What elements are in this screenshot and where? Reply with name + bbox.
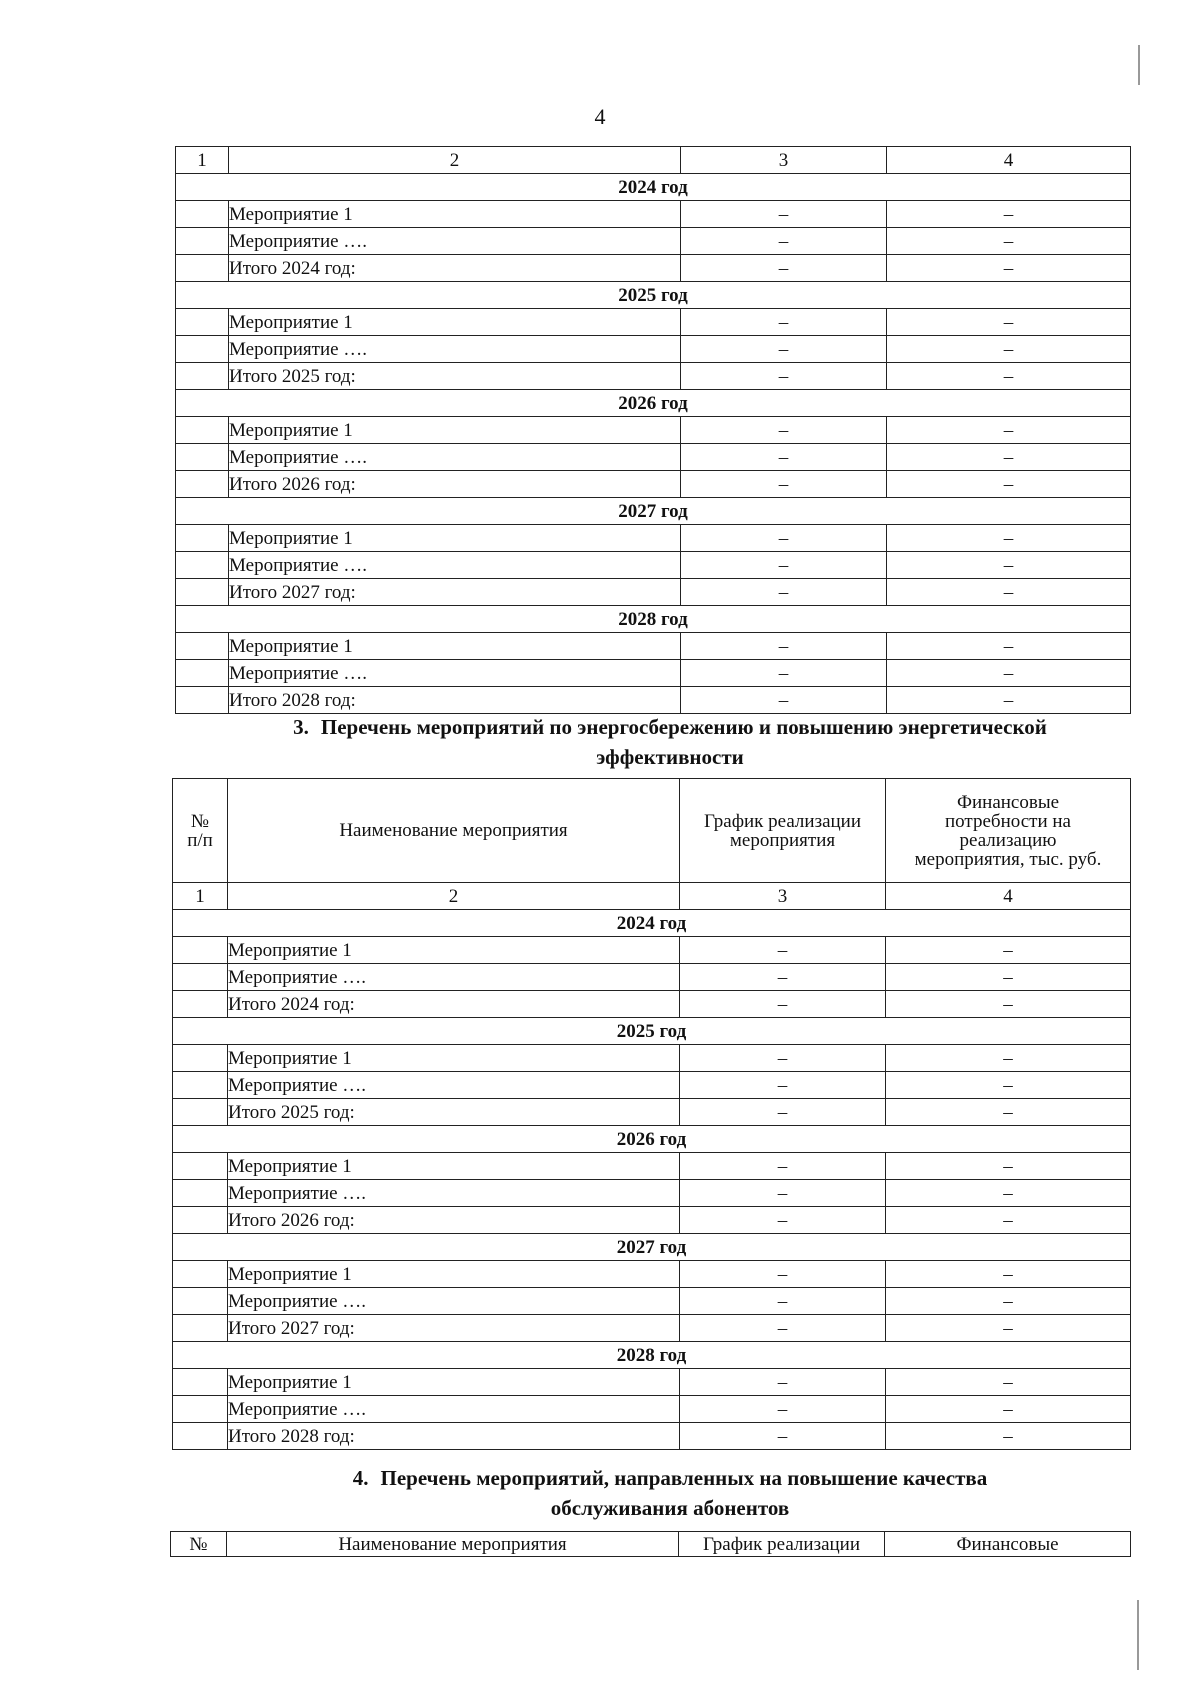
row-number-cell	[176, 579, 229, 606]
event-name: Мероприятие ….	[229, 660, 681, 687]
table-row	[173, 1045, 1131, 1072]
event-name: Мероприятие ….	[229, 552, 681, 579]
event-name: Мероприятие ….	[228, 964, 680, 991]
total-label: Итого 2028 год:	[228, 1423, 680, 1450]
table-row	[176, 228, 1131, 255]
total-row	[176, 579, 1131, 606]
column-number: 1	[173, 883, 228, 910]
total-row	[173, 1207, 1131, 1234]
total-label: Итого 2025 год:	[228, 1099, 680, 1126]
row-number-cell	[173, 1153, 228, 1180]
total-row	[176, 687, 1131, 714]
finance-value: –	[887, 363, 1131, 390]
schedule-value: –	[681, 417, 887, 444]
row-number-cell	[176, 417, 229, 444]
year-label: 2028 год	[173, 1342, 1131, 1369]
row-number-cell	[176, 336, 229, 363]
year-label: 2025 год	[176, 282, 1131, 309]
finance-value: –	[887, 228, 1131, 255]
scan-edge-mark	[1137, 1600, 1139, 1670]
year-row	[176, 282, 1131, 309]
total-row	[173, 1099, 1131, 1126]
table-row	[176, 660, 1131, 687]
row-number-cell	[173, 1180, 228, 1207]
table-row	[176, 336, 1131, 363]
column-number: 4	[886, 883, 1131, 910]
column-number: 2	[229, 147, 681, 174]
column-number: 3	[681, 147, 887, 174]
finance-value: –	[886, 964, 1131, 991]
schedule-value: –	[680, 1369, 886, 1396]
table3-header-schedule: График реализации	[679, 1532, 885, 1557]
finance-value: –	[886, 1099, 1131, 1126]
schedule-value: –	[680, 937, 886, 964]
total-row	[176, 471, 1131, 498]
schedule-value: –	[681, 444, 887, 471]
year-label: 2027 год	[176, 498, 1131, 525]
table-row	[173, 1153, 1131, 1180]
year-label: 2024 год	[173, 910, 1131, 937]
total-row	[173, 991, 1131, 1018]
event-name: Мероприятие ….	[228, 1396, 680, 1423]
table-row	[173, 964, 1131, 991]
event-name: Мероприятие ….	[228, 1180, 680, 1207]
row-number-cell	[173, 1369, 228, 1396]
row-number-cell	[173, 937, 228, 964]
schedule-value: –	[680, 1153, 886, 1180]
table-row	[176, 525, 1131, 552]
year-row	[173, 910, 1131, 937]
table-row	[176, 444, 1131, 471]
year-row	[176, 174, 1131, 201]
header-schedule: График реализации мероприятия	[680, 779, 886, 883]
events-table-continued	[175, 146, 1131, 714]
table3-header-number: №	[171, 1532, 227, 1557]
finance-value: –	[887, 471, 1131, 498]
finance-value: –	[886, 1072, 1131, 1099]
schedule-value: –	[680, 964, 886, 991]
row-number-cell	[173, 1072, 228, 1099]
schedule-value: –	[680, 991, 886, 1018]
total-row	[173, 1423, 1131, 1450]
year-label: 2026 год	[176, 390, 1131, 417]
finance-value: –	[887, 552, 1131, 579]
row-number-cell	[173, 1288, 228, 1315]
total-label: Итого 2027 год:	[228, 1315, 680, 1342]
section-3-heading	[170, 712, 1170, 772]
year-row	[176, 390, 1131, 417]
event-name: Мероприятие ….	[229, 336, 681, 363]
event-name: Мероприятие 1	[228, 1261, 680, 1288]
total-row	[176, 363, 1131, 390]
table-row	[173, 1288, 1131, 1315]
year-row	[173, 1234, 1131, 1261]
event-name: Мероприятие 1	[229, 417, 681, 444]
finance-value: –	[887, 444, 1131, 471]
event-name: Мероприятие 1	[229, 309, 681, 336]
total-label: Итого 2028 год:	[229, 687, 681, 714]
row-number-cell	[173, 1207, 228, 1234]
total-label: Итого 2024 год:	[229, 255, 681, 282]
table-row	[176, 201, 1131, 228]
event-name: Мероприятие 1	[228, 1045, 680, 1072]
row-number-cell	[173, 1423, 228, 1450]
schedule-value: –	[680, 1261, 886, 1288]
section-4-number: 4.	[352, 1466, 369, 1490]
event-name: Мероприятие ….	[228, 1288, 680, 1315]
schedule-value: –	[680, 1072, 886, 1099]
total-label: Итого 2026 год:	[228, 1207, 680, 1234]
table3-header-finance: Финансовые	[885, 1532, 1131, 1557]
row-number-cell	[173, 1045, 228, 1072]
total-row	[173, 1315, 1131, 1342]
event-name: Мероприятие 1	[229, 525, 681, 552]
table-row	[176, 417, 1131, 444]
schedule-value: –	[681, 552, 887, 579]
row-number-cell	[176, 552, 229, 579]
event-name: Мероприятие ….	[228, 1072, 680, 1099]
year-row	[173, 1342, 1131, 1369]
table-row	[176, 552, 1131, 579]
row-number-cell	[176, 633, 229, 660]
table-row	[176, 309, 1131, 336]
schedule-value: –	[681, 363, 887, 390]
schedule-value: –	[681, 687, 887, 714]
table-row	[173, 1396, 1131, 1423]
schedule-value: –	[681, 633, 887, 660]
table-row	[176, 633, 1131, 660]
row-number-cell	[176, 687, 229, 714]
year-label: 2026 год	[173, 1126, 1131, 1153]
finance-value: –	[887, 687, 1131, 714]
total-label: Итого 2025 год:	[229, 363, 681, 390]
finance-value: –	[886, 1423, 1131, 1450]
event-name: Мероприятие 1	[228, 1369, 680, 1396]
finance-value: –	[887, 309, 1131, 336]
finance-value: –	[886, 1396, 1131, 1423]
row-number-cell	[173, 1396, 228, 1423]
section-4-heading	[170, 1463, 1170, 1523]
schedule-value: –	[681, 309, 887, 336]
finance-value: –	[886, 1369, 1131, 1396]
schedule-value: –	[680, 1099, 886, 1126]
table-row	[173, 1180, 1131, 1207]
row-number-cell	[176, 525, 229, 552]
year-label: 2025 год	[173, 1018, 1131, 1045]
schedule-value: –	[680, 1207, 886, 1234]
column-number: 1	[176, 147, 229, 174]
finance-value: –	[886, 1288, 1131, 1315]
event-name: Мероприятие ….	[229, 444, 681, 471]
row-number-cell	[176, 471, 229, 498]
total-label: Итого 2024 год:	[228, 991, 680, 1018]
finance-value: –	[887, 255, 1131, 282]
year-row	[173, 1126, 1131, 1153]
row-number-cell	[173, 1261, 228, 1288]
table-row	[173, 1261, 1131, 1288]
column-number: 2	[228, 883, 680, 910]
header-number: № п/п	[173, 779, 228, 883]
schedule-value: –	[680, 1045, 886, 1072]
scan-edge-mark	[1138, 45, 1140, 85]
finance-value: –	[886, 1153, 1131, 1180]
event-name: Мероприятие ….	[229, 228, 681, 255]
row-number-cell	[176, 201, 229, 228]
row-number-cell	[176, 363, 229, 390]
schedule-value: –	[681, 201, 887, 228]
schedule-value: –	[681, 336, 887, 363]
finance-value: –	[887, 579, 1131, 606]
service-quality-events-table	[170, 1531, 1131, 1557]
row-number-cell	[176, 255, 229, 282]
row-number-cell	[173, 1315, 228, 1342]
finance-value: –	[887, 525, 1131, 552]
row-number-cell	[176, 309, 229, 336]
schedule-value: –	[680, 1315, 886, 1342]
row-number-cell	[173, 1099, 228, 1126]
section-3-title-line1: Перечень мероприятий по энергосбережению и повышению энергетической	[320, 715, 1047, 739]
row-number-cell	[173, 964, 228, 991]
event-name: Мероприятие 1	[229, 201, 681, 228]
column-number: 4	[887, 147, 1131, 174]
year-row	[176, 606, 1131, 633]
schedule-value: –	[681, 660, 887, 687]
header-name: Наименование мероприятия	[228, 779, 680, 883]
year-row	[173, 1018, 1131, 1045]
total-label: Итого 2027 год:	[229, 579, 681, 606]
event-name: Мероприятие 1	[228, 1153, 680, 1180]
finance-value: –	[887, 417, 1131, 444]
schedule-value: –	[681, 579, 887, 606]
table2-header-row	[173, 779, 1131, 883]
schedule-value: –	[680, 1288, 886, 1315]
finance-value: –	[887, 660, 1131, 687]
section-4-title-line2: обслуживания абонентов	[550, 1496, 790, 1520]
schedule-value: –	[680, 1180, 886, 1207]
table-row	[173, 1072, 1131, 1099]
row-number-cell	[176, 228, 229, 255]
energy-saving-events-table	[172, 778, 1131, 1450]
finance-value: –	[887, 201, 1131, 228]
event-name: Мероприятие 1	[229, 633, 681, 660]
section-3-number: 3.	[293, 715, 309, 739]
table-row	[173, 1369, 1131, 1396]
column-number-row	[176, 147, 1131, 174]
column-number-row	[173, 883, 1131, 910]
schedule-value: –	[680, 1396, 886, 1423]
header-finance: Финансовые потребности на реализацию мероприятия, тыс. руб.	[886, 779, 1131, 883]
finance-value: –	[886, 991, 1131, 1018]
finance-value: –	[886, 1315, 1131, 1342]
finance-value: –	[886, 937, 1131, 964]
schedule-value: –	[681, 228, 887, 255]
row-number-cell	[176, 444, 229, 471]
year-label: 2024 год	[176, 174, 1131, 201]
finance-value: –	[886, 1180, 1131, 1207]
year-label: 2027 год	[173, 1234, 1131, 1261]
finance-value: –	[886, 1045, 1131, 1072]
page-number: 4	[594, 104, 606, 129]
table-row	[173, 937, 1131, 964]
event-name: Мероприятие 1	[228, 937, 680, 964]
finance-value: –	[886, 1207, 1131, 1234]
table3-header-name: Наименование мероприятия	[227, 1532, 679, 1557]
finance-value: –	[887, 633, 1131, 660]
section-3-title-line2: эффективности	[596, 745, 744, 769]
schedule-value: –	[680, 1423, 886, 1450]
finance-value: –	[886, 1261, 1131, 1288]
row-number-cell	[173, 991, 228, 1018]
total-row	[176, 255, 1131, 282]
total-label: Итого 2026 год:	[229, 471, 681, 498]
schedule-value: –	[681, 471, 887, 498]
year-row	[176, 498, 1131, 525]
column-number: 3	[680, 883, 886, 910]
schedule-value: –	[681, 255, 887, 282]
year-label: 2028 год	[176, 606, 1131, 633]
row-number-cell	[176, 660, 229, 687]
section-4-title-line1: Перечень мероприятий, направленных на повышение качества	[380, 1466, 988, 1490]
schedule-value: –	[681, 525, 887, 552]
finance-value: –	[887, 336, 1131, 363]
